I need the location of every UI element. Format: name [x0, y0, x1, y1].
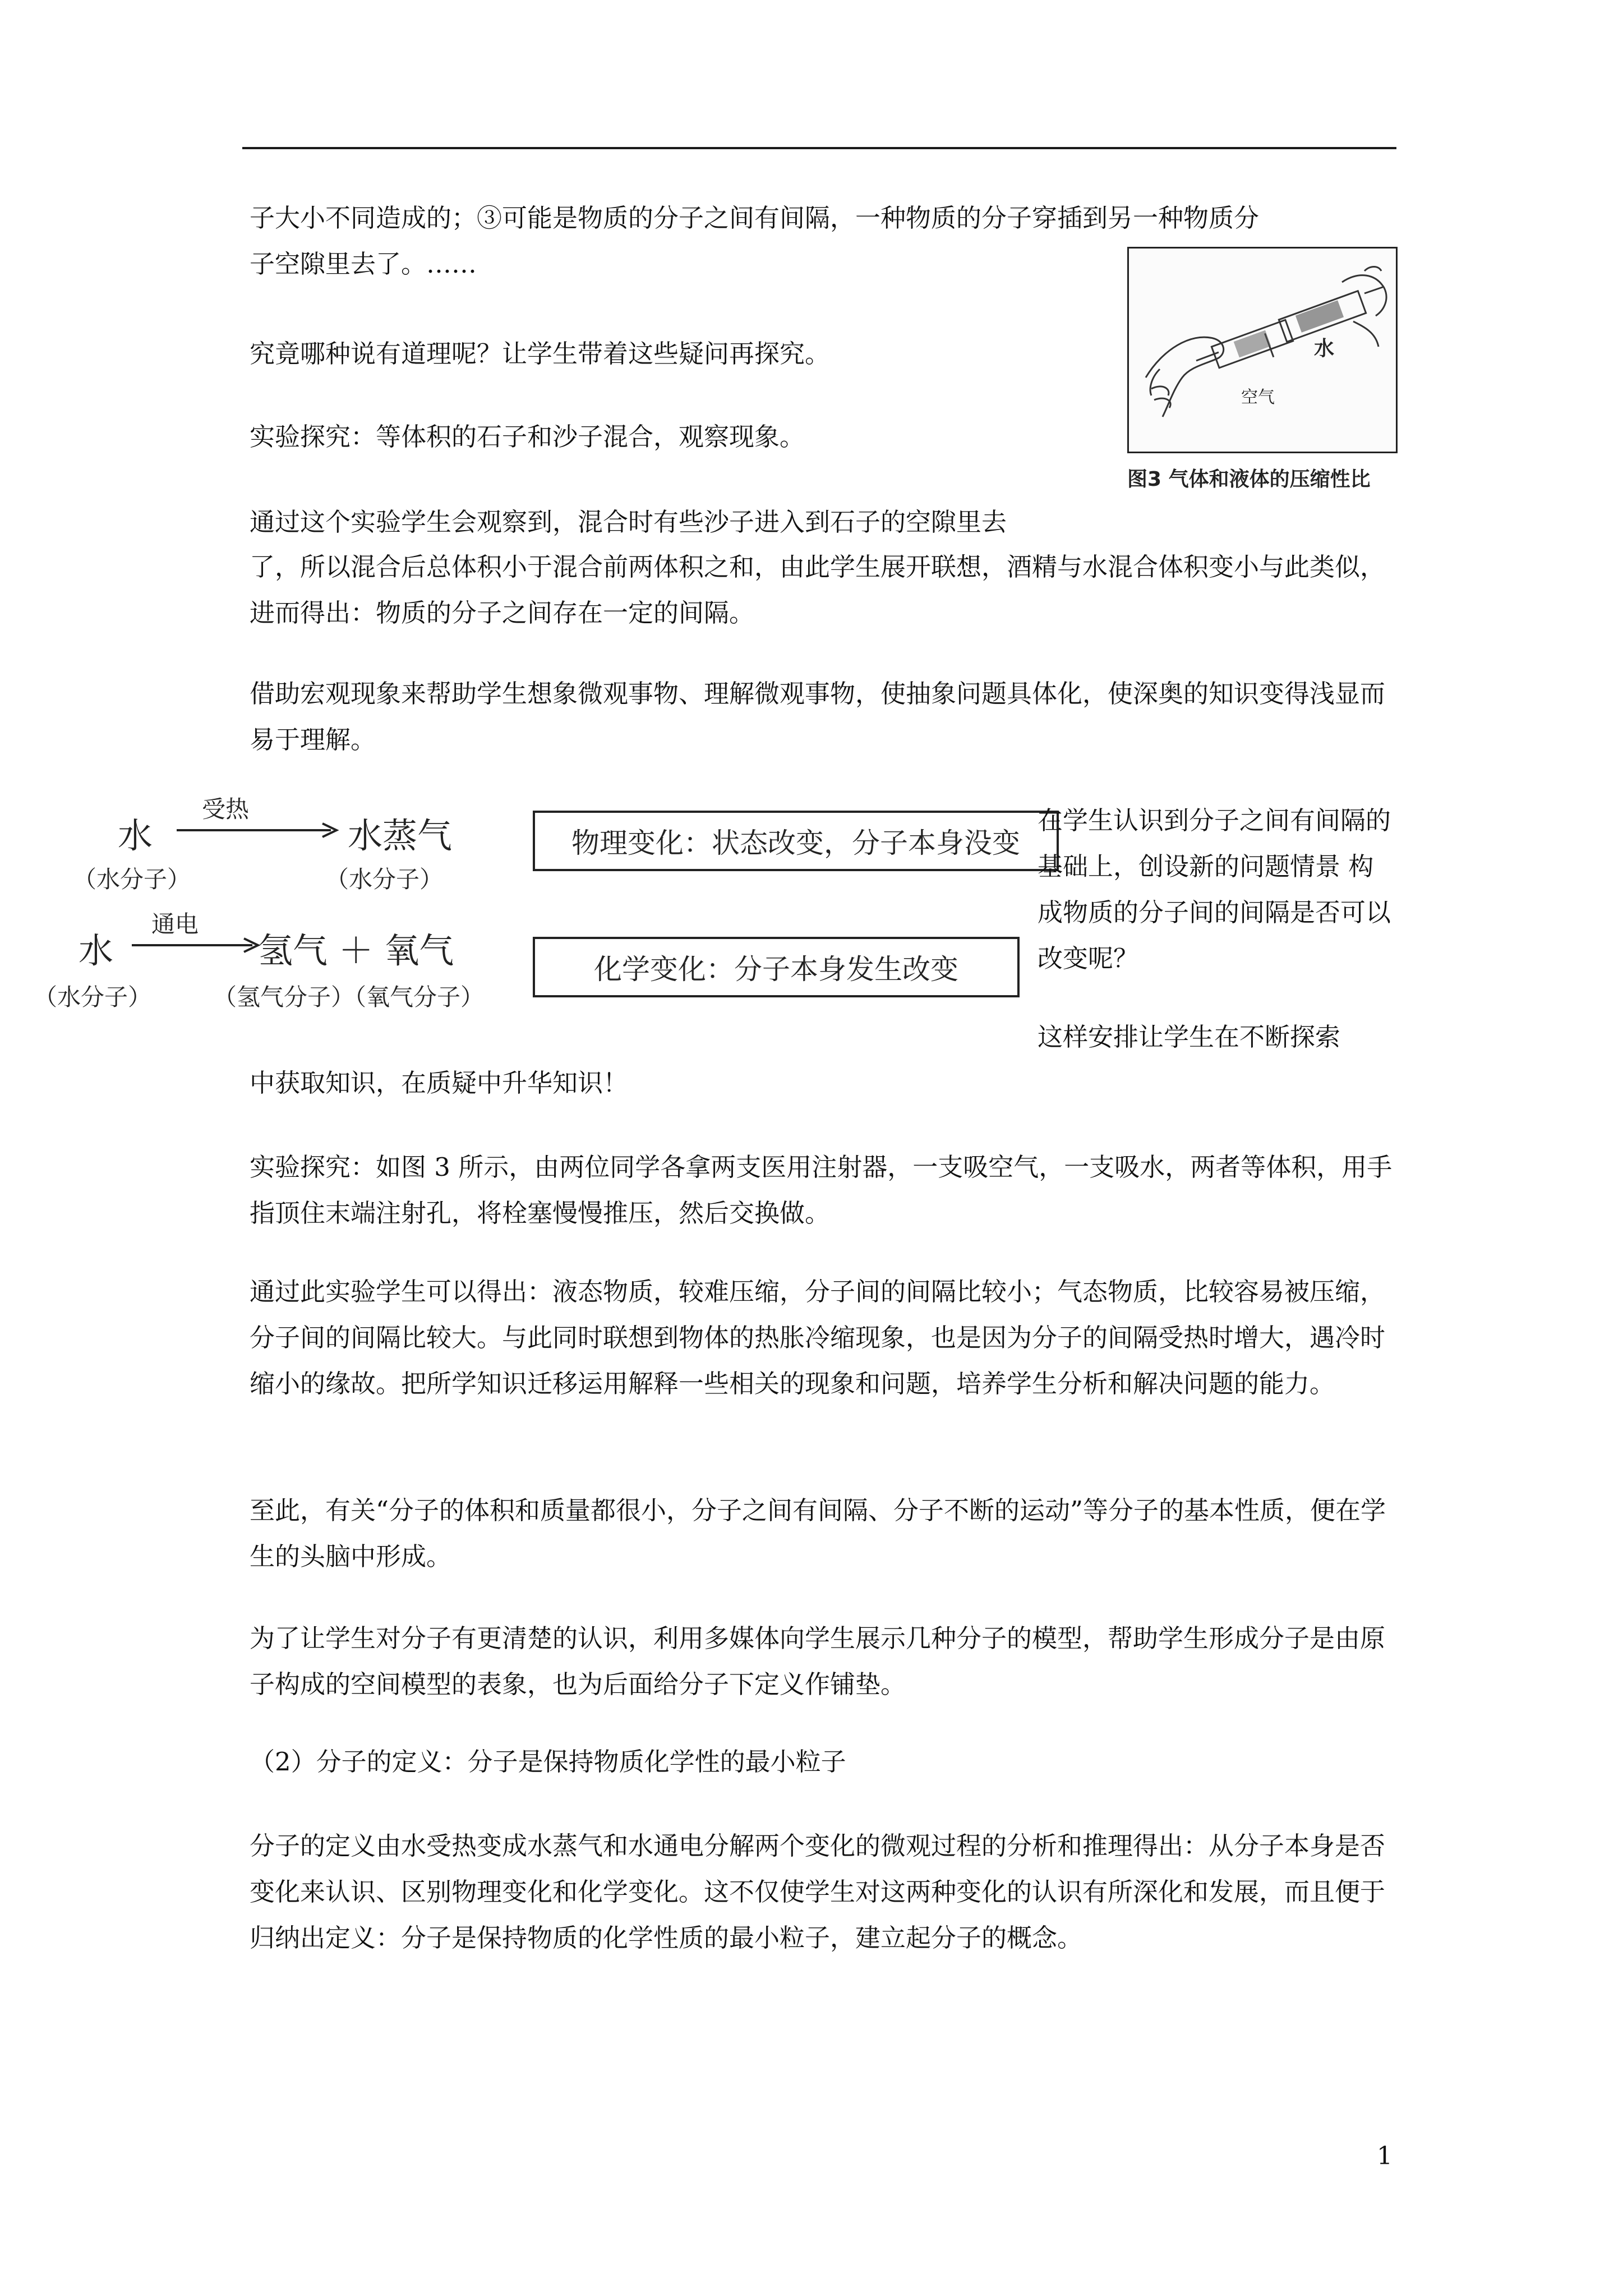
side-paragraph-2: 这样安排让学生在不断探索	[1038, 1022, 1341, 1052]
figure-3-caption: 图3 气体和液体的压缩性比	[1127, 468, 1371, 491]
paragraph-4: 了，所以混合后总体积小于混合前两体积之和，由此学生展开联想，酒精与水混合体积变小与此类似，进而得出：物质的分子之间存在一定的间隔。	[250, 552, 1386, 628]
paragraph-5: 借助宏观现象来帮助学生想象微观事物、理解微观事物，使抽象问题具体化，使深奥的知识变得浅显而易于理解。	[250, 679, 1386, 754]
row2-reactant: 水	[79, 930, 114, 971]
page-number: 1	[1377, 2142, 1393, 2170]
paragraph-8: 通过此实验学生可以得出：液态物质，较难压缩，分子间的间隔比较小；气态物质，比较容易被压缩，分子间的间隔比较大。与此同时联想到物体的热胀冷缩现象，也是因为分子的间隔受热时增大，遇冷时缩小的缘故。把所学知识迁移运用解释一些相关的现象和问题，培养学生分析和解决问题的能力。	[250, 1277, 1386, 1398]
row1-product: 水蒸气	[348, 815, 453, 856]
row1-reactant-sub: （水分子）	[73, 866, 191, 893]
paragraph-7: 实验探究：如图 3 所示，由两位同学各拿两支医用注射器，一支吸空气，一支吸水，两者等体积，用手指顶住末端注射孔，将栓塞慢慢推压，然后交换做。	[250, 1152, 1393, 1228]
label-air: 空气	[1241, 388, 1275, 407]
row2-arrow	[129, 928, 264, 962]
paragraph-10: 为了让学生对分子有更清楚的认识，利用多媒体向学生展示几种分子的模型，帮助学生形成分子是由原子构成的空间模型的表象，也为后面给分子下定义作铺垫。	[250, 1623, 1386, 1699]
side-paragraph: 在学生认识到分子之间有间隔的基础上，创设新的问题情景 构成物质的分子间的间隔是否可以改变呢？	[1038, 806, 1391, 973]
paragraph-6: 中获取知识，在质疑中升华知识！	[250, 1068, 629, 1098]
paragraph-2: 究竟哪种说有道理呢？让学生带着这些疑问再探究。	[250, 339, 831, 369]
paragraph-1-line-2: 子空隙里去了。……	[250, 249, 477, 279]
row2-reactant-sub: （水分子）	[34, 983, 152, 1011]
paragraph-3: 实验探究：等体积的石子和沙子混合，观察现象。	[250, 422, 805, 452]
section-heading-molecule-definition: （2）分子的定义：分子是保持物质化学性的最小粒子	[250, 1747, 846, 1777]
chemical-change-box: 化学变化：分子本身发生改变	[533, 937, 1020, 997]
label-water: 水	[1314, 337, 1335, 360]
row2-products: 氢气 ＋ 氧气	[258, 930, 454, 971]
row1-condition: 受热	[202, 795, 250, 823]
paragraph-9: 至此，有关“分子的体积和质量都很小，分子之间有间隔、分子不断的运动”等分子的基本性质，便在学生的头脑中形成。	[250, 1496, 1386, 1571]
row1-arrow	[174, 813, 342, 847]
row2-products-sub: （氢气分子）（氧气分子）	[213, 983, 485, 1011]
paragraph-4-line-1: 通过这个实验学生会观察到，混合时有些沙子进入到石子的空隙里去	[250, 507, 1007, 537]
paragraph-12: 分子的定义由水受热变成水蒸气和水通电分解两个变化的微观过程的分析和推理得出：从分子本身是否变化来认识、区别物理变化和化学变化。这不仅使学生对这两种变化的认识有所深化和发展，而且便于归纳出定义：分子是保持物质的化学性质的最小粒子，建立起分子的概念。	[250, 1831, 1386, 1953]
paragraph-1-line-1: 子大小不同造成的；③可能是物质的分子之间有间隔，一种物质的分子穿插到另一种物质分	[250, 203, 1260, 233]
row1-reactant: 水	[118, 815, 153, 856]
physical-change-box: 物理变化：状态改变，分子本身没变	[533, 811, 1059, 871]
header-rule	[242, 147, 1396, 149]
row1-product-sub: （水分子）	[325, 866, 444, 893]
change-diagram	[34, 797, 1043, 1032]
row2-condition: 通电	[151, 910, 199, 938]
